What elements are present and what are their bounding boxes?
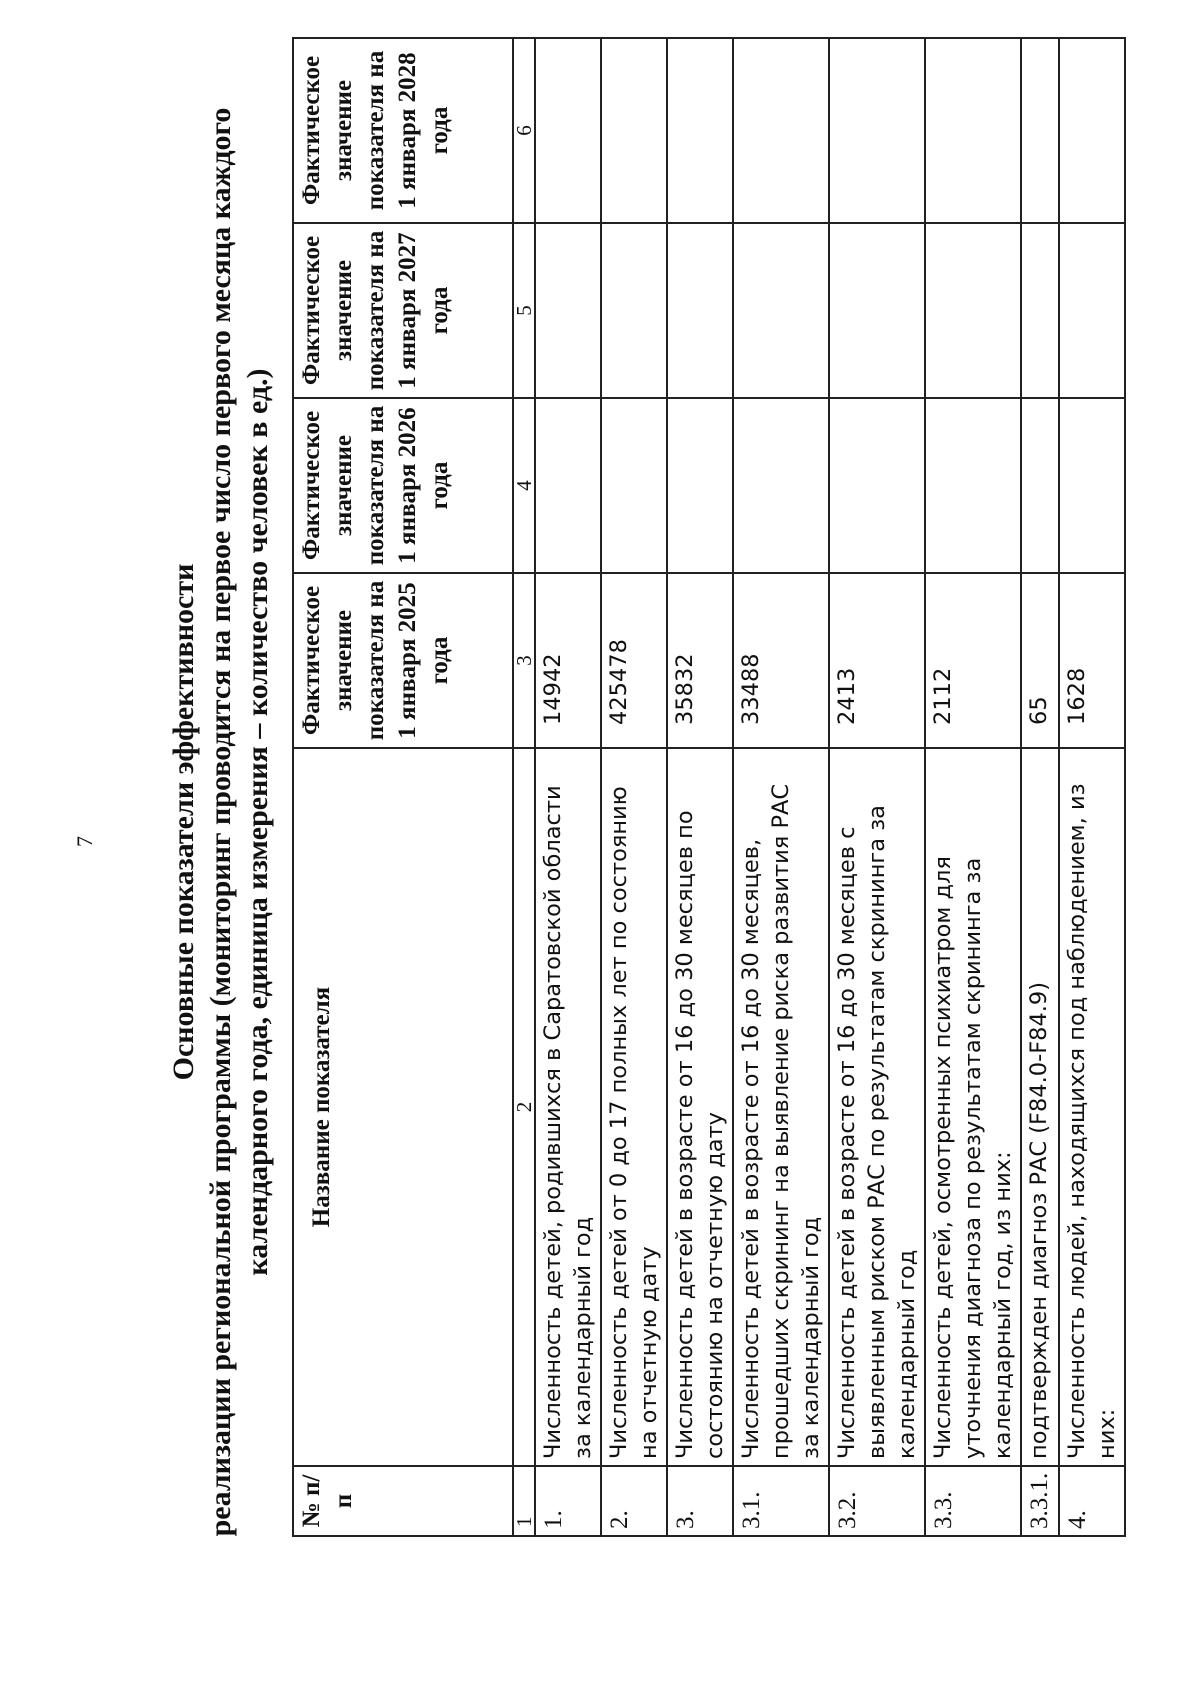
table-row bbox=[829, 38, 925, 1536]
page-number: 7 bbox=[72, 836, 97, 847]
heading-line-2: реализации региональной программы (мониторинг проводится на первое число первого месяца каждого bbox=[204, 107, 237, 1537]
value-2025: 2112 bbox=[925, 573, 1021, 748]
table-row bbox=[535, 38, 601, 1536]
value-2027 bbox=[601, 223, 667, 398]
column-number: 1 bbox=[513, 1466, 535, 1536]
value-2027 bbox=[1059, 223, 1125, 398]
table-row bbox=[667, 38, 733, 1536]
row-number: 3.3. bbox=[925, 1466, 1021, 1536]
indicator-name: Численность детей в возрасте от 16 до 30 месяцев по состоянию на отчетную дату bbox=[667, 748, 733, 1466]
indicator-name: Численность детей, родившихся в Саратовской области за календарный год bbox=[535, 748, 601, 1466]
value-2026 bbox=[1059, 398, 1125, 573]
header-2025: Фактическое значение показателя на 1 января 2025 года bbox=[293, 573, 513, 748]
document-heading bbox=[165, 47, 276, 1597]
value-2026 bbox=[1021, 398, 1059, 573]
value-2028 bbox=[733, 38, 829, 223]
value-2026 bbox=[733, 398, 829, 573]
table-row bbox=[925, 38, 1021, 1536]
value-2025: 65 bbox=[1021, 573, 1059, 748]
value-2027 bbox=[535, 223, 601, 398]
value-2027 bbox=[667, 223, 733, 398]
indicator-name: Численность детей от 0 до 17 полных лет по состоянию на отчетную дату bbox=[601, 748, 667, 1466]
row-number: 2. bbox=[601, 1466, 667, 1536]
value-2027 bbox=[1021, 223, 1059, 398]
column-number-row bbox=[513, 38, 535, 1536]
value-2028 bbox=[1059, 38, 1125, 223]
value-2026 bbox=[601, 398, 667, 573]
heading-line-1: Основные показатели эффективности bbox=[167, 563, 200, 1081]
value-2025: 35832 bbox=[667, 573, 733, 748]
value-2028 bbox=[1021, 38, 1059, 223]
indicators-table bbox=[292, 37, 1126, 1537]
value-2028 bbox=[829, 38, 925, 223]
header-name: Название показателя bbox=[293, 748, 513, 1466]
value-2026 bbox=[535, 398, 601, 573]
indicator-name: Численность детей, осмотренных психиатром для уточнения диагноза по результатам скрининга за календарный год, из них: bbox=[925, 748, 1021, 1466]
value-2025: 33488 bbox=[733, 573, 829, 748]
value-2025: 1628 bbox=[1059, 573, 1125, 748]
table-row bbox=[733, 38, 829, 1536]
value-2026 bbox=[829, 398, 925, 573]
value-2026 bbox=[925, 398, 1021, 573]
row-number: 3.3.1. bbox=[1021, 1466, 1059, 1536]
row-number: 3.1. bbox=[733, 1466, 829, 1536]
row-number: 3.2. bbox=[829, 1466, 925, 1536]
value-2026 bbox=[667, 398, 733, 573]
header-num: № п/п bbox=[293, 1466, 513, 1536]
indicator-name: Численность детей в возрасте от 16 до 30 месяцев с выявленным риском РАС по результатам скрининга за календарный год bbox=[829, 748, 925, 1466]
column-number: 3 bbox=[513, 573, 535, 748]
value-2028 bbox=[535, 38, 601, 223]
row-number: 3. bbox=[667, 1466, 733, 1536]
value-2027 bbox=[925, 223, 1021, 398]
value-2027 bbox=[829, 223, 925, 398]
table-row bbox=[1021, 38, 1059, 1536]
value-2027 bbox=[733, 223, 829, 398]
table-row bbox=[601, 38, 667, 1536]
indicator-name: Численность детей в возрасте от 16 до 30 месяцев, прошедших скрининг на выявление риска развития РАС за календарный год bbox=[733, 748, 829, 1466]
value-2025: 425478 bbox=[601, 573, 667, 748]
value-2025: 14942 bbox=[535, 573, 601, 748]
column-number: 2 bbox=[513, 748, 535, 1466]
heading-line-3: календарного года, единица измерения – количество человек в ед.) bbox=[241, 368, 274, 1276]
header-2028: Фактическое значение показателя на 1 января 2028 года bbox=[293, 38, 513, 223]
row-number: 1. bbox=[535, 1466, 601, 1536]
column-number: 6 bbox=[513, 38, 535, 223]
value-2028 bbox=[667, 38, 733, 223]
table-header-row bbox=[293, 38, 513, 1536]
column-number: 4 bbox=[513, 398, 535, 573]
indicator-name: Численность людей, находящихся под наблюдением, из них: bbox=[1059, 748, 1125, 1466]
header-2027: Фактическое значение показателя на 1 января 2027 года bbox=[293, 223, 513, 398]
header-2026: Фактическое значение показателя на 1 января 2026 года bbox=[293, 398, 513, 573]
value-2025: 2413 bbox=[829, 573, 925, 748]
column-number: 5 bbox=[513, 223, 535, 398]
table-row bbox=[1059, 38, 1125, 1536]
value-2028 bbox=[925, 38, 1021, 223]
row-number: 4. bbox=[1059, 1466, 1125, 1536]
value-2028 bbox=[601, 38, 667, 223]
indicator-name: подтвержден диагноз РАС (F84.0-F84.9) bbox=[1021, 748, 1059, 1466]
